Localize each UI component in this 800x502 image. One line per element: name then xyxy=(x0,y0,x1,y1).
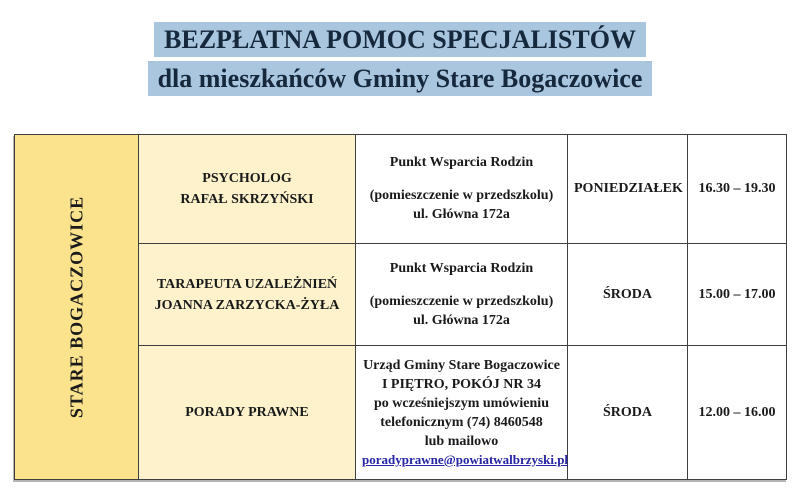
location-street: ul. Główna 172a xyxy=(413,312,510,328)
table-row-psycholog xyxy=(15,135,787,244)
location-name: Punkt Wsparcia Rodzin xyxy=(389,155,534,170)
location-detail: (pomieszczenie w przedszkolu) xyxy=(369,188,554,203)
region-cell xyxy=(15,135,139,480)
location-name: Urząd Gminy Stare Bogaczowice xyxy=(363,358,560,373)
location-detail: (pomieszczenie w przedszkolu) xyxy=(369,293,554,309)
specialist-role: PSYCHOLOG xyxy=(202,171,292,186)
location-note-2: lub mailowo xyxy=(424,434,499,449)
page-title-line-2-text: dla mieszkańców Gminy Stare Bogaczowice xyxy=(148,61,653,96)
location-cell xyxy=(356,244,568,346)
location-street: ul. Główna 172a xyxy=(413,207,510,222)
specialist-name: RAFAŁ SKRZYŃSKI xyxy=(180,192,314,207)
specialist-cell xyxy=(139,135,356,244)
location-cell xyxy=(356,135,568,244)
page-title-line-1-text: BEZPŁATNA POMOC SPECJALISTÓW xyxy=(154,22,646,57)
specialist-role: PORADY PRAWNE xyxy=(185,405,309,420)
specialist-role: TARAPEUTA UZALEŻNIEŃ xyxy=(156,276,338,292)
location-room: I PIĘTRO, POKÓJ NR 34 xyxy=(381,377,542,392)
hours-cell: 15.00 – 17.00 xyxy=(688,244,787,346)
location-name: Punkt Wsparcia Rodzin xyxy=(389,260,534,276)
region-label: STARE BOGACZOWICE xyxy=(66,195,86,419)
location-note-1: po wcześniejszym umówieniu xyxy=(374,396,549,411)
hours-cell: 16.30 – 19.30 xyxy=(688,135,787,244)
specialist-name: JOANNA ZARZYCKA-ŻYŁA xyxy=(154,297,340,313)
location-cell xyxy=(356,346,568,480)
page-title-line-2 xyxy=(0,61,800,100)
email-link[interactable]: poradyprawne@powiatwalbrzyski.pl xyxy=(362,452,569,467)
specialist-cell xyxy=(139,346,356,480)
day-cell: ŚRODA xyxy=(568,346,688,480)
hours-cell: 12.00 – 16.00 xyxy=(688,346,787,480)
day-cell: ŚRODA xyxy=(568,244,688,346)
page-title-line-1 xyxy=(0,22,800,61)
specialist-cell xyxy=(139,244,356,346)
schedule-table xyxy=(14,134,787,480)
location-phone: telefonicznym (74) 8460548 xyxy=(380,415,543,430)
page-title xyxy=(0,22,800,100)
day-cell: PONIEDZIAŁEK xyxy=(568,135,688,244)
